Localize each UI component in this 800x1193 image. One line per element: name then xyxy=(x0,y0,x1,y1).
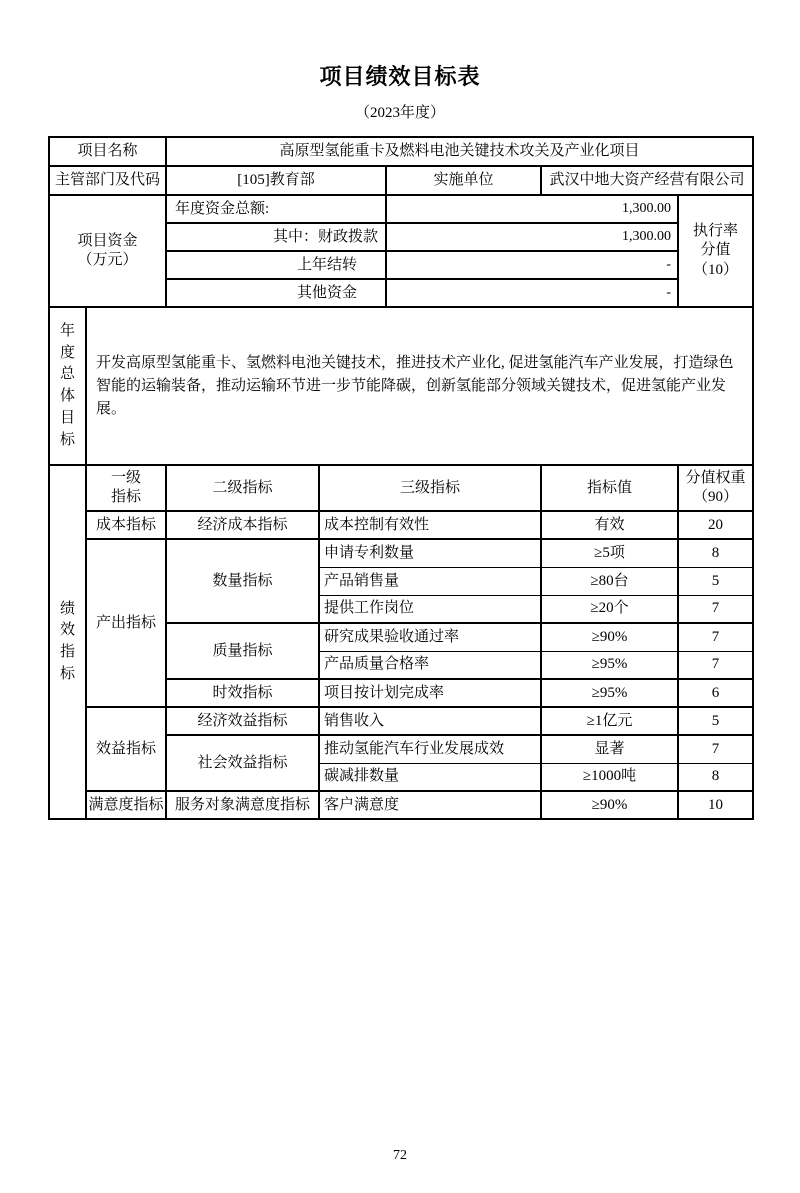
document-title: 项目绩效目标表 xyxy=(319,64,481,89)
indicator-value: ≥20个 xyxy=(541,595,678,623)
unit-value: 武汉中地大资产经营有限公司 xyxy=(541,166,753,195)
indicator-weight: 6 xyxy=(678,679,753,707)
header-level1-line1: 一级 xyxy=(111,469,142,486)
indicator-value: 有效 xyxy=(541,511,678,539)
level1-cell: 产出指标 xyxy=(86,539,166,707)
header-level1 xyxy=(86,465,166,511)
funding-row-label: 上年结转 xyxy=(166,251,386,279)
indicator-weight: 7 xyxy=(678,651,753,679)
level2-cell: 时效指标 xyxy=(166,679,319,707)
performance-target-table xyxy=(48,136,754,820)
indicator-value: ≥90% xyxy=(541,623,678,651)
level2-cell: 经济成本指标 xyxy=(166,511,319,539)
indicator-weight: 7 xyxy=(678,595,753,623)
indicator-value: ≥80台 xyxy=(541,567,678,595)
level3-cell: 产品质量合格率 xyxy=(319,651,541,679)
indicator-weight: 20 xyxy=(678,511,753,539)
funding-label xyxy=(49,195,166,307)
dept-value: [105]教育部 xyxy=(166,166,386,195)
level1-cell: 效益指标 xyxy=(86,707,166,791)
funding-row-label: 年度资金总额: xyxy=(166,195,386,223)
indicator-weight: 5 xyxy=(678,707,753,735)
funding-row-value: 1,300.00 xyxy=(386,195,678,223)
funding-row-value: - xyxy=(386,279,678,307)
level3-cell: 成本控制有效性 xyxy=(319,511,541,539)
execution-label-line3: （10） xyxy=(693,261,739,278)
indicator-value: ≥1000吨 xyxy=(541,763,678,791)
funding-row-value: 1,300.00 xyxy=(386,223,678,251)
level3-cell: 客户满意度 xyxy=(319,791,541,819)
level3-cell: 销售收入 xyxy=(319,707,541,735)
indicators-side-label xyxy=(49,465,86,819)
level3-cell: 提供工作岗位 xyxy=(319,595,541,623)
indicator-value: ≥90% xyxy=(541,791,678,819)
execution-rate-score-label xyxy=(678,195,753,307)
level1-cell: 满意度指标 xyxy=(86,791,166,819)
level3-cell: 申请专利数量 xyxy=(319,539,541,567)
dept-label: 主管部门及代码 xyxy=(49,166,166,195)
annual-goal-side-label-text: 年度总体目标 xyxy=(59,322,75,448)
indicator-value: ≥95% xyxy=(541,679,678,707)
annual-goal-text: 开发高原型氢能重卡、氢燃料电池关键技术，推进技术产业化, 促进氢能汽车产业发展，打造绿色智能的运输装备，推动运输环节进一步节能降碳，创新氢能部分领域关键技术，促进氢能产业发展。 xyxy=(86,307,753,465)
indicator-value: 显著 xyxy=(541,735,678,763)
annual-goal-side-label xyxy=(49,307,86,465)
level3-cell: 推动氢能汽车行业发展成效 xyxy=(319,735,541,763)
level3-cell: 研究成果验收通过率 xyxy=(319,623,541,651)
indicator-weight: 8 xyxy=(678,539,753,567)
indicators-side-label-text: 绩效指标 xyxy=(59,600,75,682)
header-level1-line2: 指标 xyxy=(111,489,142,505)
funding-label-line2: （万元） xyxy=(77,252,138,268)
project-name-value: 高原型氢能重卡及燃料电池关键技术攻关及产业化项目 xyxy=(166,137,753,166)
level3-cell: 产品销售量 xyxy=(319,567,541,595)
funding-label-line1: 项目资金 xyxy=(77,232,138,249)
header-weight xyxy=(678,465,753,511)
indicator-weight: 5 xyxy=(678,567,753,595)
funding-row-label: 其中：财政拨款 xyxy=(166,223,386,251)
funding-row-value: - xyxy=(386,251,678,279)
indicator-value: ≥95% xyxy=(541,651,678,679)
document-subtitle: （2023年度） xyxy=(354,105,445,121)
level2-cell: 经济效益指标 xyxy=(166,707,319,735)
execution-label-line1: 执行率 xyxy=(693,222,739,239)
header-level2: 二级指标 xyxy=(166,465,319,511)
funding-row-label: 其他资金 xyxy=(166,279,386,307)
level2-cell: 数量指标 xyxy=(166,539,319,623)
page-number: 72 xyxy=(393,1148,407,1163)
indicator-value: ≥1亿元 xyxy=(541,707,678,735)
indicator-value: ≥5项 xyxy=(541,539,678,567)
unit-label: 实施单位 xyxy=(386,166,541,195)
level3-cell: 碳减排数量 xyxy=(319,763,541,791)
indicator-weight: 8 xyxy=(678,763,753,791)
execution-label-line2: 分值 xyxy=(700,242,731,259)
indicator-weight: 7 xyxy=(678,623,753,651)
header-level3: 三级指标 xyxy=(319,465,541,511)
header-value: 指标值 xyxy=(541,465,678,511)
level1-cell: 成本指标 xyxy=(86,511,166,539)
indicator-weight: 10 xyxy=(678,791,753,819)
level2-cell: 服务对象满意度指标 xyxy=(166,791,319,819)
project-name-label: 项目名称 xyxy=(49,137,166,166)
indicator-weight: 7 xyxy=(678,735,753,763)
header-weight-line2: （90） xyxy=(693,489,739,505)
level2-cell: 社会效益指标 xyxy=(166,735,319,791)
level2-cell: 质量指标 xyxy=(166,623,319,679)
header-weight-line1: 分值权重 xyxy=(685,469,746,486)
level3-cell: 项目按计划完成率 xyxy=(319,679,541,707)
